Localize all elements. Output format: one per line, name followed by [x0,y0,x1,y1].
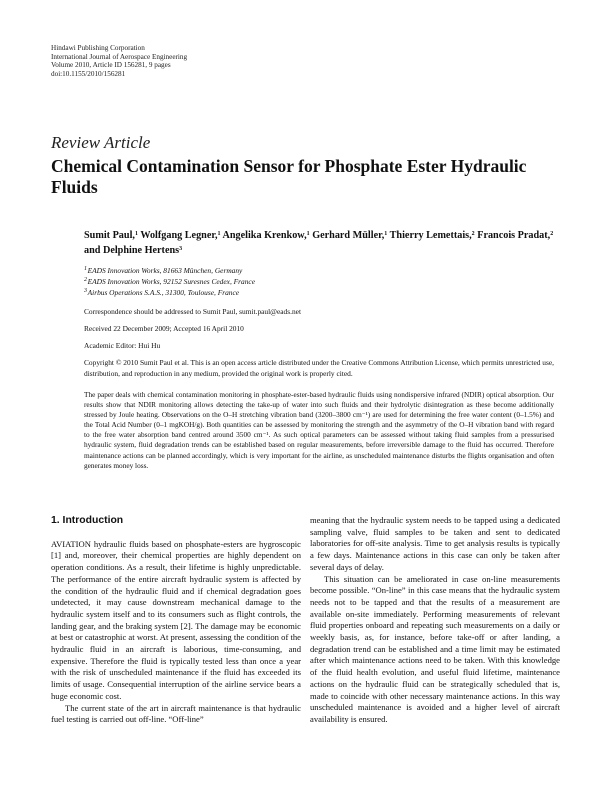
paragraph: meaning that the hydraulic system needs to be tapped using a dedicated sampling valve, fluid samples to be taken and sent to dedicated laboratories for off-site analysis. Time to get analysis results is typically a few days. Maintenance actions in this case can only be taken after several days of delay. [310,515,560,572]
publisher-name: Hindawi Publishing Corporation [51,44,145,52]
author: Gerhard Müller,$^1$ [312,230,388,241]
received-dates: Received 22 December 2009; Accepted 16 April 2010 [84,324,244,333]
abstract: The paper deals with chemical contamination monitoring in phosphate-ester-based hydraulic fluids using nondispersive infrared (NDIR) optical absorption. Our results show that NDIR monitoring allows detecting the take-up of water into such fluids and their hydrolytic disintegration as these become additionally stressed by Joule heating. Observations on the O–H stretching vibration band (3200–3800 cm⁻¹) are used for determining the free water content (0–1.5%) and the Total Acid Number (0–1 mgKOH/g). Both quantities can be assessed by monitoring the strength and the asymmetry of the O–H vibration band with regard to the free water absorption band centred around 3500 cm⁻¹. As such optical parameters can be assessed without taking fluid samples from a pressurised hydraulic system, fluid degradation trends can be established based on regular measurements, before irreversible damage to the fluid has occurred. Therefore maintenance actions can be planned accordingly, which is very important for the airline, as unscheduled maintenance disturbs the flights organisation and often generates money loss. [84,390,554,470]
affiliation: $^2$ EADS Innovation Works, 92152 Suresnes Cedex, France [84,277,255,286]
author-list [84,228,554,258]
copyright-notice: Copyright © 2010 Sumit Paul et al. This is an open access article distributed under the Creative Commons Attribution License, which permits unrestricted use, distribution, and reproduction in any medium, provided the original work is properly cited. [84,358,554,378]
right-column [310,515,560,726]
author: Angelika Krenkow,$^1$ [222,230,310,241]
journal-header [51,44,187,78]
paper-title: Chemical Contamination Sensor for Phosphate Ester Hydraulic Fluids [51,156,527,197]
correspondence: Correspondence should be addressed to Sumit Paul, sumit.paul@eads.net [84,307,301,316]
journal-name: International Journal of Aerospace Engineering [51,52,188,61]
academic-editor: Academic Editor: Hui Hu [84,341,161,350]
author: and Delphine Hertens$^3$ [84,245,183,256]
section-heading: 1. Introduction [51,515,124,526]
author: Wolfgang Legner,$^1$ [140,230,221,241]
paragraph: This situation can be ameliorated in case on-line measurements become possible. “On-line” in this case means that the hydraulic system needs not to be tapped and that the results of a measurement are available on-site immediately. Performing measurements of relevant fluid properties onboard and repeating such measurements on a daily or weekly basis, as, for instance, before take-off or after landing, a degradation trend can be established and a time limit may be estimated after which maintenance actions need to be taken. With this knowledge of the fluid health evolution, and useful fluid lifetime, maintenance actions on the hydraulic fluid can be strategically scheduled that is, made to coincide with other necessary maintenance actions. In this way unscheduled maintenance is avoided and a higher level of aircraft availability is ensured. [310,573,560,724]
affiliation: $^3$ Airbus Operations S.A.S., 31300, Toulouse, France [84,288,240,297]
doi[interactable]: doi:10.1155/2010/156281 [51,69,126,78]
author: Thierry Lemettais,$^2$ [389,230,475,241]
paragraph: AVIATION hydraulic fluids based on phosphate-esters are hygroscopic [1] and, moreover, their chemical properties are highly dependent on operation conditions. As a result, their lifetime is highly unpredictable. The performance of the entire aircraft hydraulic system is affected by the condition of the hydraulic fluid and if chemical degradation goes undetected, it may cause downstream mechanical damage to the hydraulic system itself and to its consumers such as flight controls, the landing gear, and the braking system [2]. The damage may be economic at best or catastrophic at worst. At present, assessing the condition of the hydraulic fluid in an aircraft is laborious, time-consuming, and expensive. Therefore the fluid is typically tested less than once a year with the risk of unscheduled maintenance if the fluid has exceeded its limits of usage. Consequential interruption of the airline service bears a huge economic cost. [51,538,301,701]
paragraph: The current state of the art in aircraft maintenance is that hydraulic fuel testing is carried out off-line. “Off-line” [51,702,301,725]
author: Francois Pradat,$^2$ [477,230,554,241]
author: Sumit Paul,$^1$ [84,230,138,241]
affiliation-list [84,265,255,298]
affiliation: $^1$ EADS Innovation Works, 81663 München, Germany [84,266,243,275]
left-column [51,515,301,726]
volume-info: Volume 2010, Article ID 156281, 9 pages [51,61,171,70]
article-type: Review Article [51,133,151,152]
